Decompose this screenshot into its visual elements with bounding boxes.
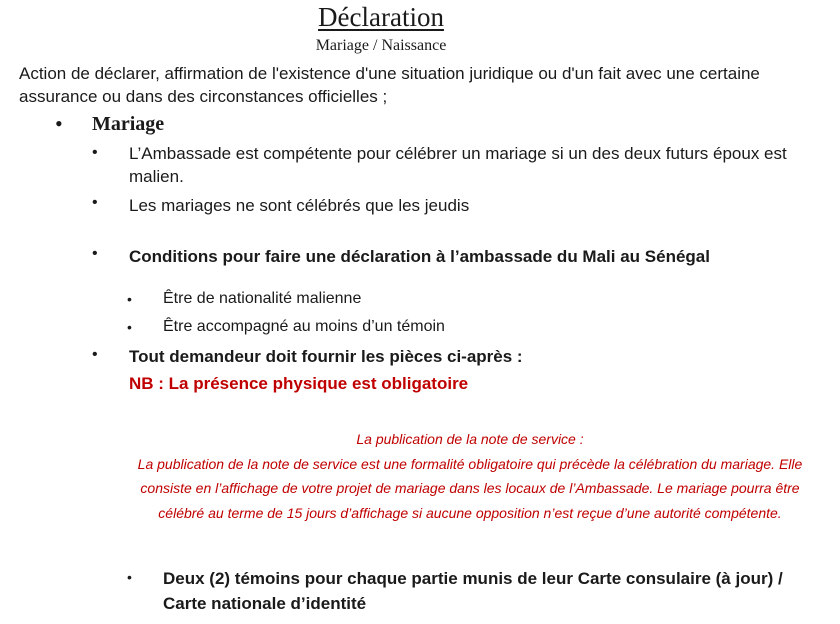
section-heading-mariage: Mariage [92, 113, 165, 135]
bullet-icon: • [92, 346, 98, 363]
bullet-icon: • [92, 144, 98, 161]
list-item-jeudis: Les mariages ne sont célébrés que les jeudis [129, 196, 470, 215]
list-item-temoins: Deux (2) témoins pour chaque partie munis de leur Carte consulaire (à jour) / Carte nationale d’identité [163, 569, 783, 613]
bullet-icon: • [127, 319, 132, 335]
nb-presence-physique: NB : La présence physique est obligatoire [129, 374, 469, 393]
condition-nationalite: Être de nationalité malienne [163, 290, 362, 307]
condition-temoin: Être accompagné au moins d’un témoin [163, 318, 445, 335]
bullet-icon: • [92, 245, 98, 262]
list-item-pieces: Tout demandeur doit fournir les pièces ci-après : [129, 347, 523, 366]
intro-paragraph: Action de déclarer, affirmation de l'existence d'une situation juridique ou d'un fait avec une certaine assurance ou dans des circonstances officielles ; [19, 64, 760, 106]
list-item-competence: L’Ambassade est compétente pour célébrer un mariage si un des deux futurs époux est malien. [129, 144, 787, 186]
bullet-icon: • [127, 569, 132, 585]
page-subtitle: Mariage / Naissance [315, 37, 447, 54]
note-body: La publication de la note de service est une formalité obligatoire qui précède la célébration du mariage. Elle consiste en l’affichage de votre projet de mariage dans les locaux de l’Ambassade. Le mariage pourra être célébré au terme de 15 jours d’affichage si aucune opposition n’est reçue d’une autorité compétente. [137, 455, 803, 521]
page-title: Déclaration [318, 2, 444, 32]
bullet-icon: • [55, 111, 63, 136]
bullet-icon: • [92, 194, 98, 211]
note-publication [120, 427, 820, 525]
note-title: La publication de la note de service : [356, 431, 584, 447]
bullet-icon: • [127, 291, 132, 307]
list-item-conditions: Conditions pour faire une déclaration à l’ambassade du Mali au Sénégal [129, 247, 710, 266]
